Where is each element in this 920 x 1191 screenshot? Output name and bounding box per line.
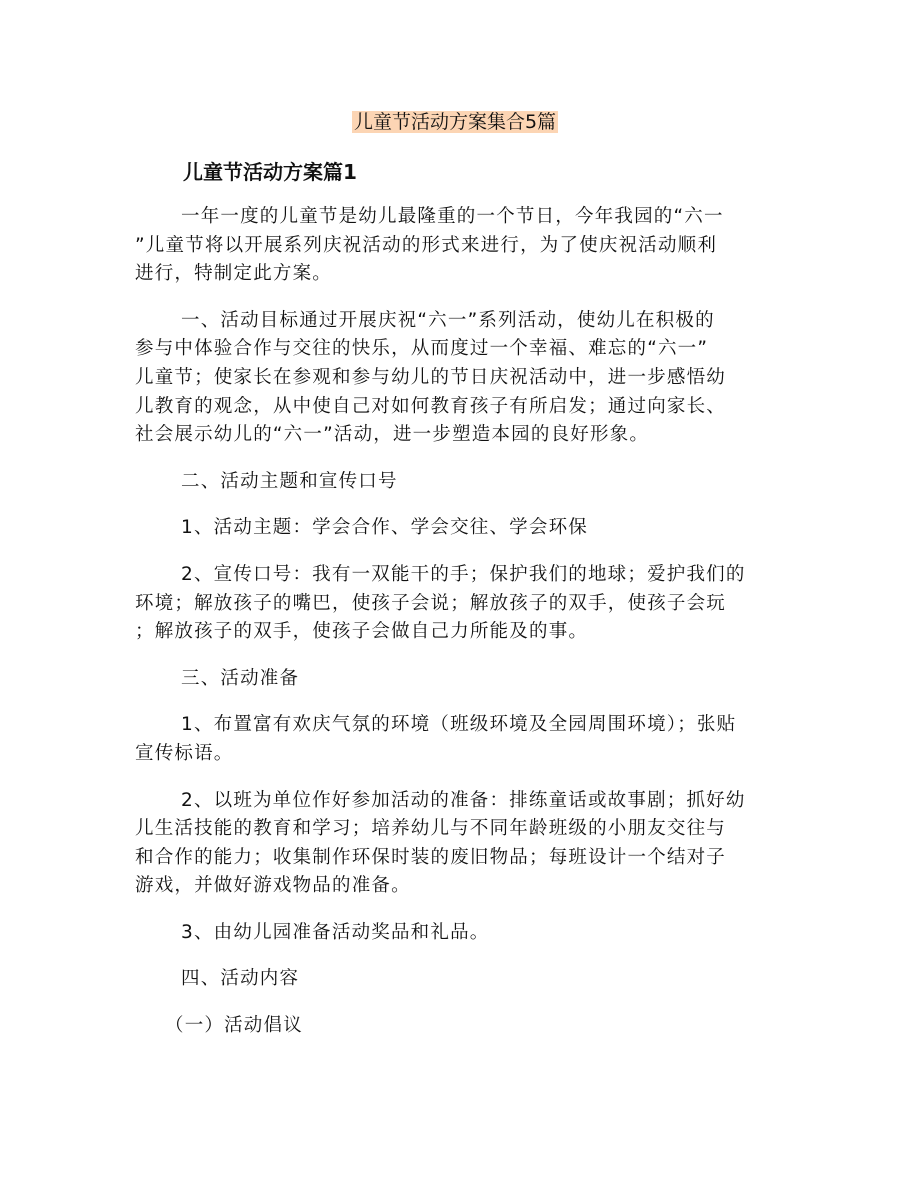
paragraph xyxy=(135,665,775,694)
paragraph xyxy=(119,1012,775,1041)
document-title-text: 儿童节活动方案集合5篇 xyxy=(353,111,557,133)
paragraph xyxy=(135,965,775,994)
paragraph xyxy=(135,787,775,901)
paragraph-line: 儿童节；使家长在参观和参与幼儿的节日庆祝活动中，进一步感悟幼 xyxy=(135,366,727,388)
document-page xyxy=(135,108,775,1059)
paragraph-line: 三、活动准备 xyxy=(181,667,300,689)
paragraph-line: 一、活动目标通过开展庆祝“六一”系列活动，使幼儿在积极的 xyxy=(181,309,715,331)
section-heading: 儿童节活动方案篇1 xyxy=(183,160,357,184)
paragraph-line: 2、以班为单位作好参加活动的准备：排练童话或故事剧；抓好幼 xyxy=(181,789,746,811)
paragraph xyxy=(135,711,775,768)
paragraph-line: 四、活动内容 xyxy=(181,968,300,990)
paragraph-line: ；解放孩子的双手，使孩子会做自己力所能及的事。 xyxy=(135,621,589,643)
paragraph-line: 游戏，并做好游戏物品的准备。 xyxy=(135,875,411,897)
paragraph-line: 1、布置富有欢庆气氛的环境（班级环境及全园周围环境）；张贴 xyxy=(181,714,737,736)
paragraph-line: 社会展示幼儿的“六一”活动，进一步塑造本园的良好形象。 xyxy=(135,424,650,446)
paragraph-line: 宣传标语。 xyxy=(135,742,234,764)
paragraph-line: 儿生活技能的教育和学习；培养幼儿与不同年龄班级的小朋友交往与 xyxy=(135,818,727,840)
paragraph-line: 环境；解放孩子的嘴巴，使孩子会说；解放孩子的双手，使孩子会玩 xyxy=(135,592,727,614)
paragraph xyxy=(135,307,775,450)
paragraph-line: ”儿童节将以开展系列庆祝活动的形式来进行，为了使庆祝活动顺利 xyxy=(135,234,718,256)
paragraph-line: 1、活动主题：学会合作、学会交往、学会环保 xyxy=(181,517,588,539)
paragraph-line: 一年一度的儿童节是幼儿最隆重的一个节日，今年我园的“六一 xyxy=(181,206,724,227)
paragraph xyxy=(135,468,775,497)
paragraph-line: 参与中体验合作与交往的快乐，从而度过一个幸福、难忘的“六一” xyxy=(135,338,709,360)
paragraph xyxy=(135,203,775,289)
paragraph xyxy=(135,561,775,647)
paragraph-line: 儿教育的观念，从中使自己对如何教育孩子有所启发；通过向家长、 xyxy=(135,395,727,417)
paragraph-line: 和合作的能力；收集制作环保时装的废旧物品；每班设计一个结对子 xyxy=(135,846,727,868)
document-title xyxy=(135,108,775,136)
paragraph-line: 3、由幼儿园准备活动奖品和礼品。 xyxy=(181,921,490,943)
paragraph xyxy=(135,919,775,948)
paragraph-line: （一）活动倡议 xyxy=(165,1015,303,1037)
document-body xyxy=(135,203,775,1041)
paragraph xyxy=(135,514,775,543)
paragraph-line: 2、宣传口号：我有一双能干的手；保护我们的地球；爱护我们的 xyxy=(181,563,746,585)
paragraph-line: 进行，特制定此方案。 xyxy=(135,263,333,285)
paragraph-line: 二、活动主题和宣传口号 xyxy=(181,470,398,492)
